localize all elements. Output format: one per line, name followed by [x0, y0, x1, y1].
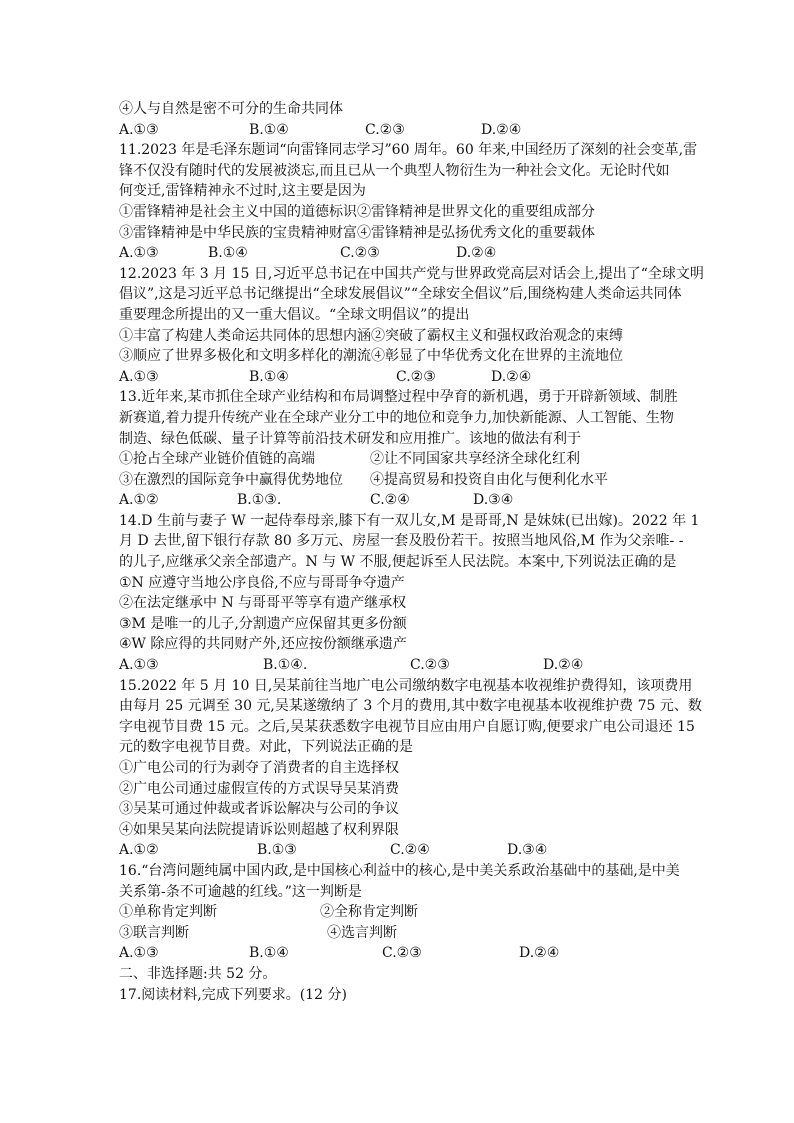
q16-item-3: ③联言判断: [119, 924, 189, 941]
q15-stem-line: 元的数字电视节目费。对此，下列说法正确的是: [119, 739, 413, 756]
q15-item-line: ④如果吴某向法院提请诉讼则超越了权利界限: [119, 821, 399, 838]
q10-option-a: A.①③: [119, 121, 159, 138]
q11-item-line: ③雷锋精神是中华民族的宝贵精神财富④雷锋精神是弘扬优秀文化的重要载体: [119, 224, 595, 241]
q16-stem-line: 关系第-条不可逾越的红线。”这一判断是: [119, 883, 362, 900]
q14-item-line: ④W 除应得的共同财产外,还应按份额继承遗产: [119, 636, 407, 653]
q13-option-d: D.③④: [473, 492, 514, 509]
q12-stem-line: 倡议”,这是习近平总书记继提出“全球发展倡议”“全球安全倡议”后,围绕构建人类命运共同体: [119, 286, 682, 303]
q15-option-b: B.①③: [257, 842, 297, 859]
q14-option-c: C.②③: [410, 657, 450, 674]
q13-stem-line: 制造、绿色低碳、量子计算等前沿技术研发和应用推广。该地的做法有利于: [119, 430, 581, 447]
q12-stem-line: 重要理念所提出的又一重大倡议。“全球文明倡议”的提出: [119, 306, 470, 323]
q16-option-d: D.②④: [519, 945, 560, 962]
q13-item-4: ④提高贸易和投资自由化与便利化水平: [370, 471, 608, 488]
q11-option-c: C.②③: [340, 245, 380, 262]
q14-option-b: B.①④.: [263, 657, 308, 674]
q16-item-row: [119, 902, 679, 923]
q11-item-line: ①雷锋精神是社会主义中国的道德标识②雷锋精神是世界文化的重要组成部分: [119, 203, 595, 220]
q14-option-a: A.①③: [119, 657, 159, 674]
q16-option-b: B.①④: [249, 945, 289, 962]
q13-item-3: ③在激烈的国际竞争中赢得优势地位: [119, 471, 343, 488]
q13-item-2: ②让不同国家共享经济全球化红利: [370, 451, 580, 468]
q16-item-1: ①单称肯定判断: [119, 904, 217, 921]
q10-options: [119, 120, 679, 141]
q14-option-d: D.②④: [543, 657, 584, 674]
q11-stem-line: 锋不仅没有随时代的发展被淡忘,而且已从一个典型人物衍生为一种社会文化。无论时代如: [119, 162, 670, 179]
section-heading: 二、非选择题:共 52 分。: [119, 965, 277, 982]
q12-option-d: D.②④: [491, 368, 532, 385]
q14-stem-line: 的儿子,应继承父亲全部遗产。N 与 W 不服,便起诉至人民法院。本案中,下列说法正确的是: [119, 554, 677, 571]
q15-option-a: A.①②: [119, 842, 159, 859]
q10-option-d: D.②④: [481, 121, 522, 138]
q14-options: [119, 655, 679, 676]
q13-option-b: B.①③.: [237, 492, 282, 509]
q15-option-d: D.③④: [507, 842, 548, 859]
q11-option-d: D.②④: [456, 245, 497, 262]
q14-item-line: ③M 是唯一的儿子,分割遗产应保留其更多份额: [119, 615, 407, 632]
q13-item-row: [119, 449, 679, 470]
q16-item-2: ②全称肯定判断: [320, 904, 418, 921]
q10-item-4: ④人与自然是密不可分的生命共同体: [119, 101, 343, 117]
q17-stem: 17.阅读材料,完成下列要求。(12 分): [119, 986, 347, 1003]
q13-stem-line: 13.近年来,某市抓住全球产业结构和布局调整过程中孕育的新机遇，勇于开辟新领域、制胜: [119, 389, 678, 406]
q12-option-b: B.①④: [249, 368, 289, 385]
q13-stem-line: 新赛道,着力提升传统产业在全球产业分工中的地位和竞争力,加快新能源、人工智能、生物: [119, 409, 674, 426]
q15-item-line: ①广电公司的行为剥夺了消费者的自主选择权: [119, 760, 399, 776]
q15-stem-line: 字电视节目费 15 元。之后,吴某获悉数字电视节目应由用户自愿订购,便要求广电公司退还 15: [119, 718, 695, 735]
q12-option-a: A.①③: [119, 368, 159, 385]
q12-option-c: C.②③: [396, 368, 436, 385]
q10-option-c: C.②③: [365, 121, 405, 138]
q13-item-1: ①抢占全球产业链价值链的高端: [119, 451, 315, 468]
q14-item-line: ②在法定继承中 N 与哥哥平等享有遗产继承权: [119, 595, 407, 612]
q12-item-line: ①丰富了构建人类命运共同体的思想内涵②突破了霸权主义和强权政治观念的束缚: [119, 327, 623, 344]
q12-options: [119, 367, 679, 388]
q11-stem-line: 何变迁,雷锋精神永不过时,这主要是因为: [119, 183, 366, 200]
q12-item-line: ③顺应了世界多极化和文明多样化的潮流④彰显了中华优秀文化在世界的主流地位: [119, 348, 623, 365]
q16-options: [119, 943, 679, 964]
q16-item-row: [119, 923, 679, 944]
q15-options: [119, 840, 679, 861]
q13-option-c: C.②④: [370, 492, 410, 509]
q15-option-c: C.②④: [390, 842, 430, 859]
q15-stem-line: 15.2022 年 5 月 10 日,吴某前往当地广电公司缴纳数字电视基本收视维护费得知，该项费用: [119, 677, 693, 694]
q15-stem-line: 由每月 25 元调至 30 元,吴某遂缴纳了 3 个月的费用,其中数字电视基本收视维护费 75 元、数: [119, 698, 702, 715]
q11-option-b: B.①④: [208, 245, 248, 262]
q11-option-a: A.①③: [119, 245, 159, 262]
q12-stem-line: 12.2023 年 3 月 15 日,习近平总书记在中国共产党与世界政党高层对话会上,提出了“全球文明: [119, 265, 704, 282]
q16-item-4: ④选言判断: [327, 924, 397, 941]
q13-option-a: A.①②: [119, 492, 159, 509]
q15-item-line: ③吴某可通过仲裁或者诉讼解决与公司的争议: [119, 801, 399, 818]
q16-option-c: C.②③: [382, 945, 422, 962]
q11-options: [119, 243, 679, 264]
q13-options: [119, 490, 679, 511]
q14-stem-line: 月 D 去世,留下银行存款 80 多万元、房屋一套及股份若干。按照当地风俗,M 作为父亲唯- -: [119, 533, 684, 550]
q13-item-row: [119, 470, 679, 491]
q11-stem-line: 11.2023 年是毛泽东题词“向雷锋同志学习”60 周年。60 年来,中国经历了深刻的社会变革,雷: [119, 142, 698, 159]
q14-stem-line: 14.D 生前与妻子 W 一起侍奉母亲,膝下有一双儿女,M 是哥哥,N 是妹妹(已出嫁)。2022 年 1: [119, 512, 700, 529]
q16-option-a: A.①③: [119, 945, 159, 962]
q10-option-b: B.①④: [249, 121, 289, 138]
q16-stem-line: 16.“台湾问题纯属中国内政,是中国核心利益中的核心,是中美关系政治基础中的基础,是中美: [119, 862, 680, 879]
q14-item-line: ①N 应遵守当地公序良俗,不应与哥哥争夺遗产: [119, 574, 405, 591]
exam-content: [119, 99, 704, 1005]
q15-item-line: ②广电公司通过虚假宣传的方式误导吴某消费: [119, 780, 399, 797]
